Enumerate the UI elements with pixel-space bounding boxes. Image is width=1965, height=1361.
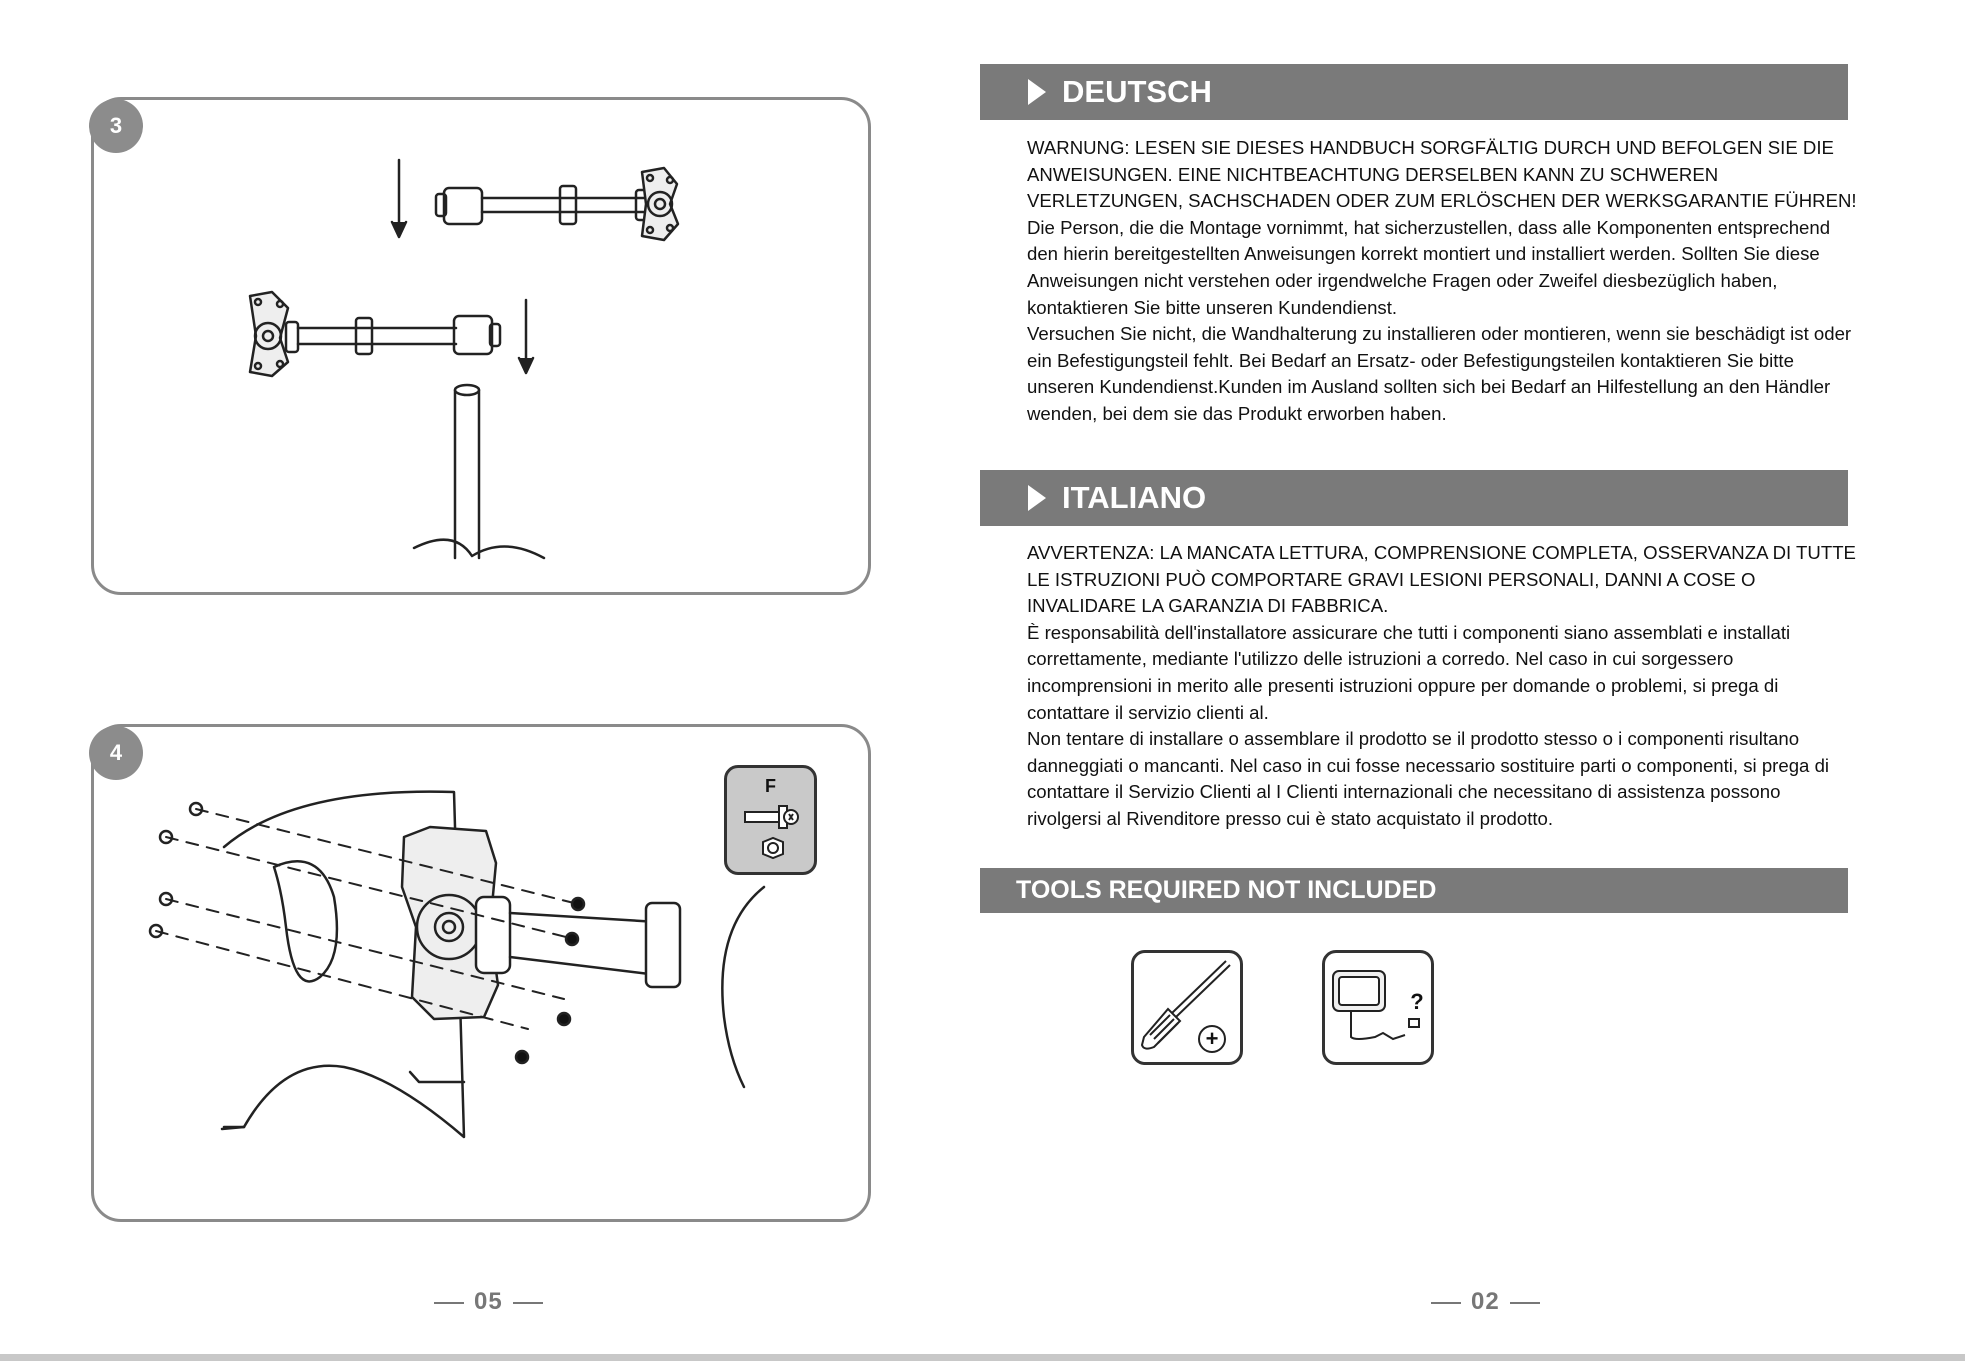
deutsch-heading: DEUTSCH: [1062, 74, 1212, 109]
screw-icon: [150, 803, 202, 937]
bottom-rule: [0, 1354, 1965, 1361]
pole-icon: [414, 385, 544, 558]
screw-guide-lines: [156, 809, 574, 1029]
triangle-bullet-icon: [1028, 79, 1046, 105]
italiano-paragraph-2: Non tentare di installare o assemblare il prodotto se il prodotto stesso o i componenti risultano danneggiati o mancanti. Nel caso in cui fosse necessario sostituire parti o componenti, si prega di contattare il Servizio Clienti al I Clienti internazionali che necessitano di assistenza possono rivolgersi al Rivenditore presso cui è stato acquistato il prodotto.: [1027, 728, 1830, 829]
page-number-text: 05: [474, 1288, 503, 1315]
nut-icon: [516, 898, 584, 1063]
deutsch-paragraph-1: Die Person, die die Montage vornimmt, hat sicherzustellen, dass alle Komponenten entsprechend den hierin bereitgestellten Anweisungen korrekt montiert und installiert werden. Sollten Sie diese Anweisungen nicht verstehen oder irgendwelche Fragen oder Zweifel diesbezüglich haben, kontaktieren Sie bitte unseren Kundendienst.: [1027, 216, 1831, 318]
page-number-text: 02: [1471, 1288, 1500, 1315]
monitor-arm-left-icon: [250, 292, 500, 376]
italiano-heading: ITALIANO: [1062, 480, 1207, 515]
hardware-letter: F: [765, 776, 776, 796]
deutsch-warning: WARNUNG: LESEN SIE DIESES HANDBUCH SORGFÄLTIG DURCH UND BEFOLGEN SIE DIE ANWEISUNGEN. EINE NICHTBEACHTUNG DERSELBEN KANN ZU SCHWEREN VERLETZUNGEN, SACHSCHADEN ODER ZUM ERLÖSCHEN DER WERKSGARANTIE FÜHREN!: [1027, 137, 1857, 212]
deutsch-header: [980, 64, 1848, 120]
step-3-badge: 3: [89, 99, 143, 153]
step-3-illustration: [94, 100, 868, 592]
down-arrow-icon: [392, 160, 406, 237]
stud-finder-icon: [1325, 953, 1431, 1062]
down-arrow-icon: [519, 300, 533, 373]
italiano-paragraph-1: È responsabilità dell'installatore assicurare che tutti i componenti siano assemblati e installati correttamente, mediante l'utilizzo delle istruzioni a corredo. Nel caso in cui sorgessero incomprensioni in merito alle presenti istruzioni oppure per domande o problemi, si prega di contattare il servizio clienti al.: [1027, 621, 1791, 723]
deutsch-body: [1027, 135, 1857, 428]
italiano-warning: AVVERTENZA: LA MANCATA LETTURA, COMPRENSIONE COMPLETA, OSSERVANZA DI TUTTE LE ISTRUZIONI PUÒ COMPORTARE GRAVI LESIONI PERSONALI, DANNI A COSE O INVALIDARE LA GARANZIA DI FABBRICA.: [1027, 542, 1856, 617]
triangle-bullet-icon: [1028, 485, 1046, 511]
italiano-header: [980, 470, 1848, 526]
phillips-screwdriver-icon: [1134, 953, 1240, 1062]
hardware-f-box: [724, 765, 817, 875]
tools-heading: TOOLS REQUIRED NOT INCLUDED: [1016, 876, 1437, 904]
tool-badge-plus: +: [1205, 1026, 1219, 1051]
italiano-body: [1027, 540, 1857, 833]
stud-finder-tool-tile: [1322, 950, 1434, 1065]
tools-header: [980, 868, 1848, 913]
page-number-left: [424, 1288, 553, 1316]
tool-badge-question: ?: [1410, 989, 1424, 1014]
page-number-right: [1421, 1288, 1550, 1316]
screwdriver-tool-tile: [1131, 950, 1243, 1065]
deutsch-paragraph-2: Versuchen Sie nicht, die Wandhalterung zu installieren oder montieren, wenn sie beschädigt ist oder ein Befestigungsteil fehlt. Bei Bedarf an Ersatz- oder Befestigungsteilen kontaktieren Sie bitte unseren Kundendienst.Kunden im Ausland sollten sich bei Bedarf an Hilfestellung an den Händler wenden, bei dem sie das Produkt erworben haben.: [1027, 323, 1852, 424]
step-4-badge: 4: [89, 726, 143, 780]
monitor-arm-right-icon: [436, 168, 678, 240]
bolt-and-nut-icon: [727, 768, 814, 872]
